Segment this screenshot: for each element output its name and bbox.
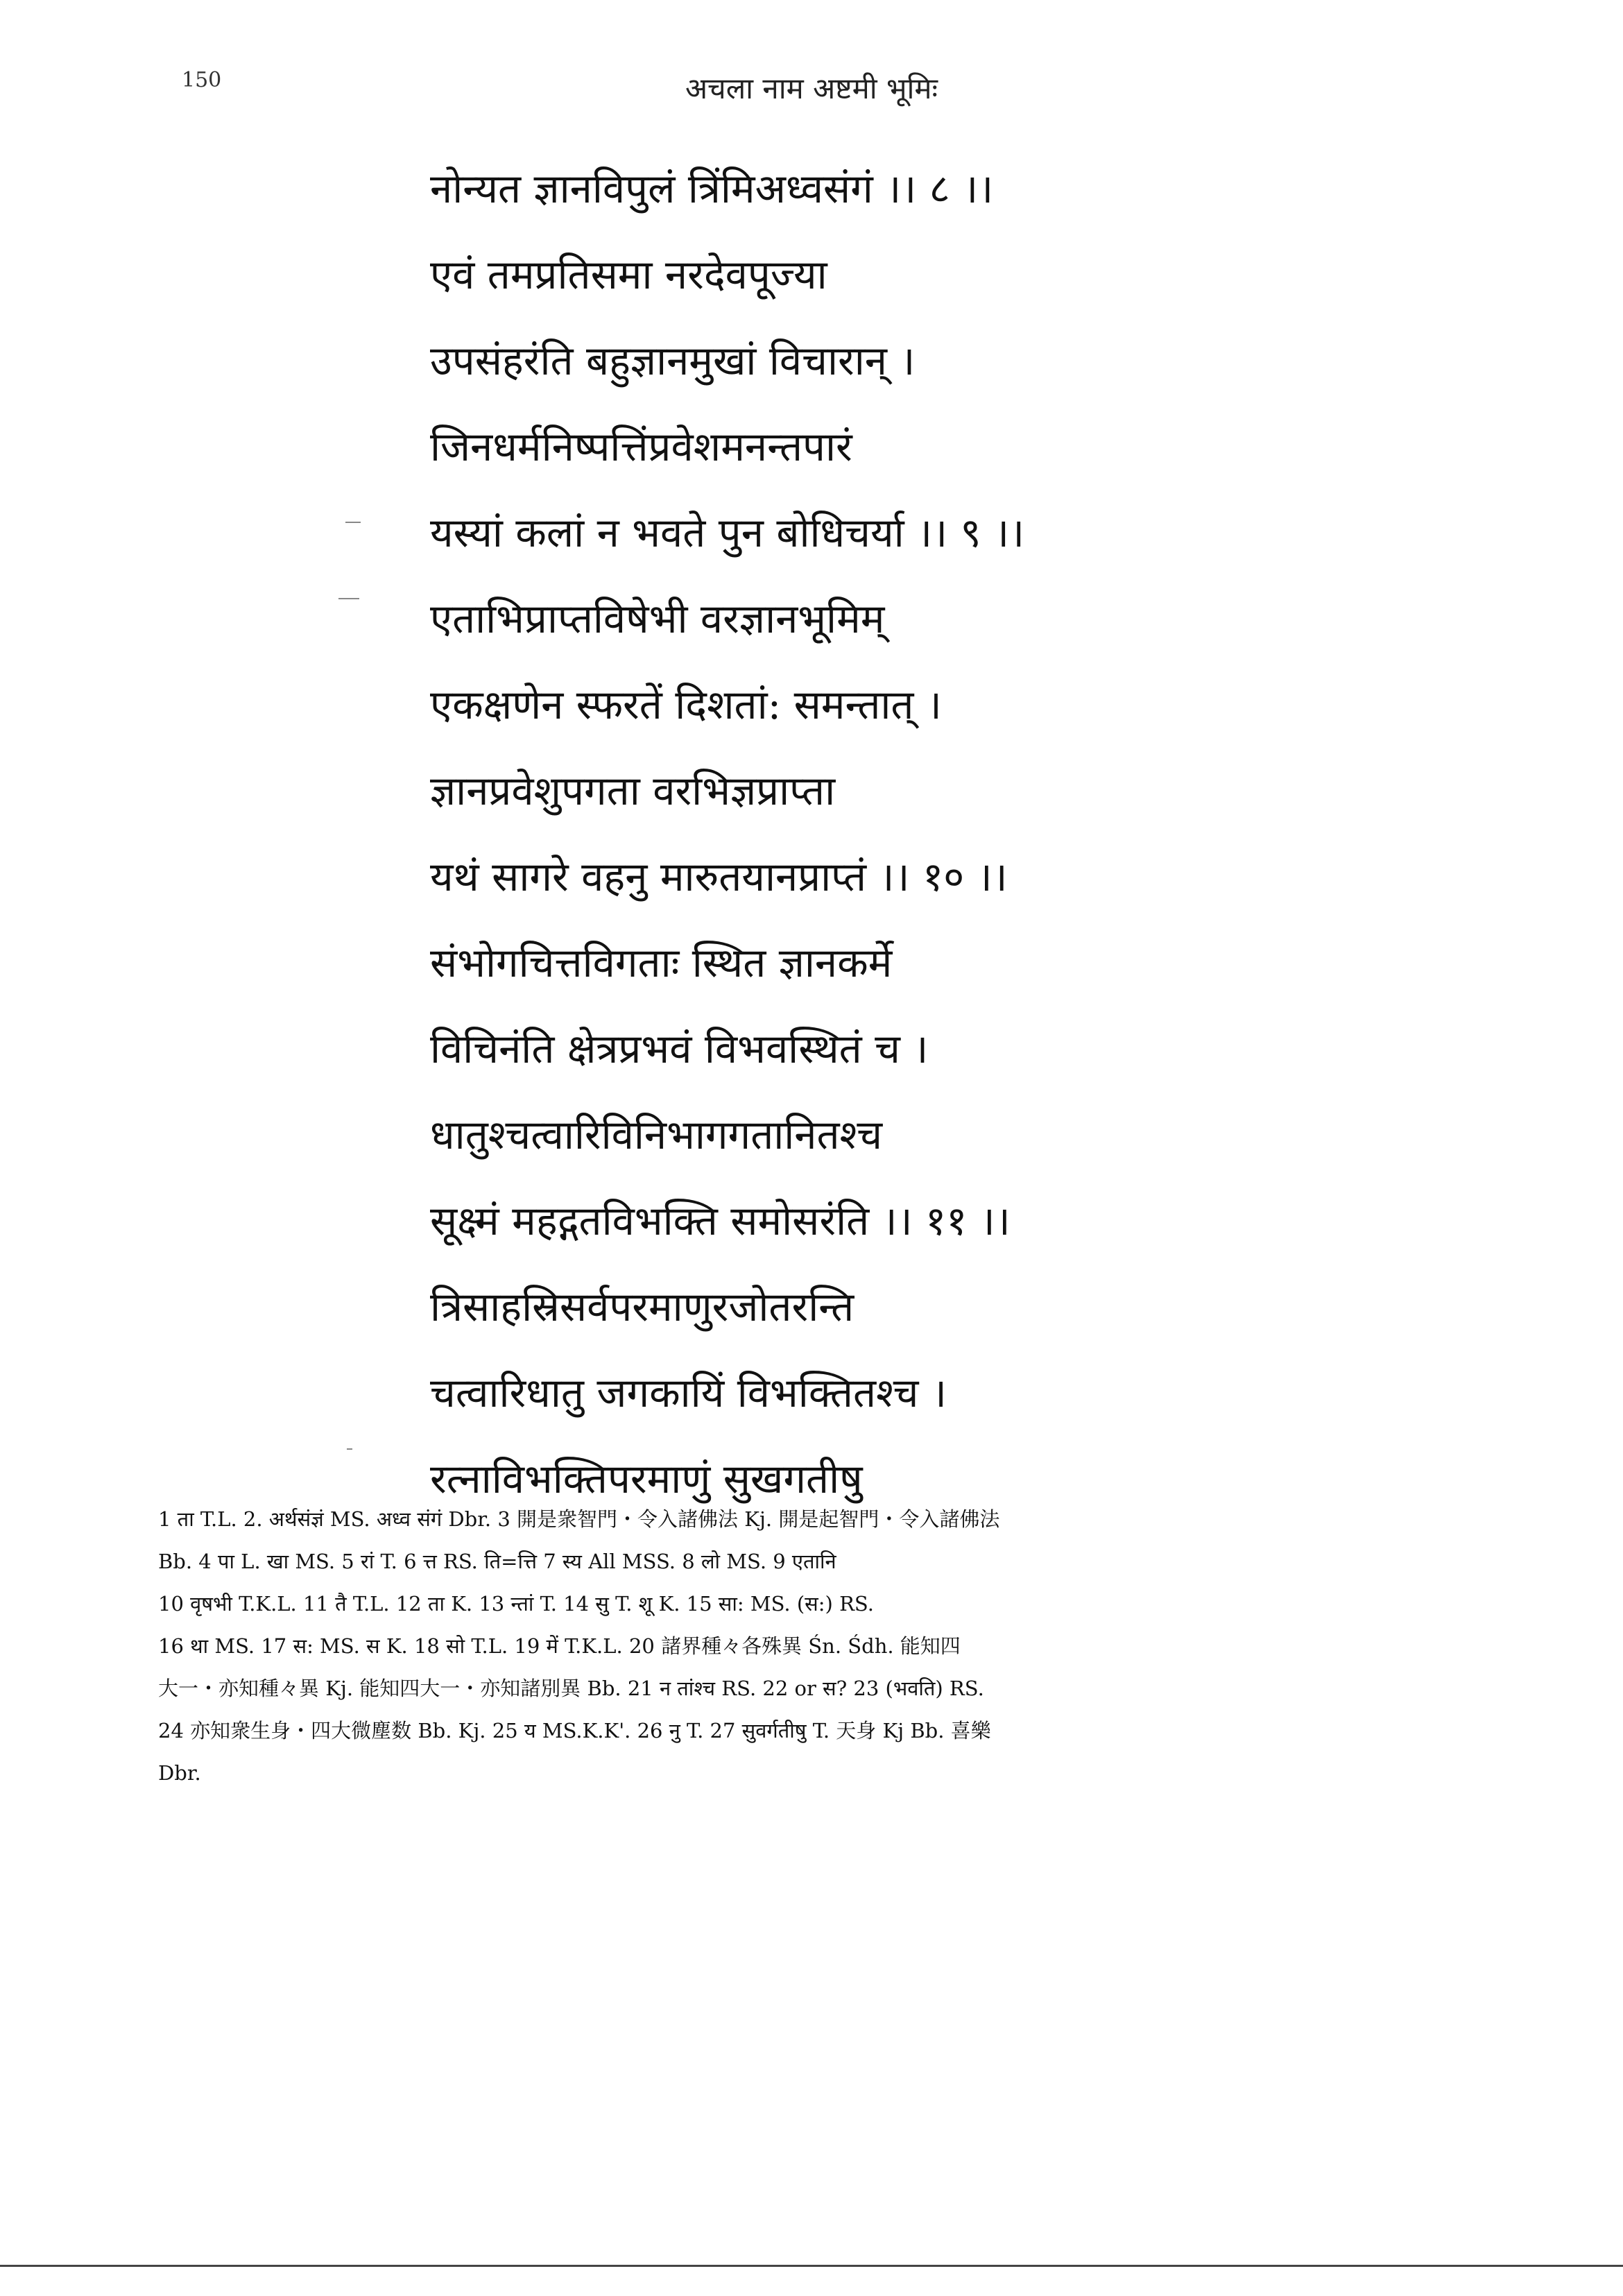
verse-line: एताभिप्राप्तविषेभी वरज्ञानभूमिम् — [430, 595, 885, 642]
running-head: अचला नाम अष्टमी भूमिः — [685, 71, 938, 105]
verse-line: उपसंहरंति बहुज्ञानमुखां विचारान् । — [430, 337, 916, 384]
verse-line: एवं तमप्रतिसमा नरदेवपूज्या — [430, 251, 827, 298]
verse-block — [430, 146, 1470, 1522]
footnote-line: 16 था MS. 17 स: MS. स K. 18 सो T.L. 19 में T.K.L. 20 諸界種々各殊異 Śn. Śdh. 能知四 — [158, 1634, 961, 1658]
verse-line: चत्वारिधातु जगकायिं विभक्तितश्च । — [430, 1369, 947, 1416]
footnote-line: Bb. 4 पा L. खा MS. 5 रां T. 6 त्त RS. ति=त्ति 7 स्य All MSS. 8 लो MS. 9 एतानि — [158, 1550, 836, 1573]
footnote-line: 10 वृषभी T.K.L. 11 तै T.L. 12 ता K. 13 न्तां T. 14 सु T. शू K. 15 सा: MS. (स:) RS. — [158, 1592, 874, 1616]
verse-line: ज्ञानप्रवेशुपगता वरभिज्ञप्राप्ता — [430, 767, 836, 814]
verse-line: यस्यां कलां न भवते पुन बोधिचर्या ।। ९ ।। — [430, 509, 1025, 556]
footnote-line: Dbr. — [158, 1761, 201, 1785]
footnote-line: 1 ता T.L. 2. अर्थसंज्ञं MS. अध्व संगं Dbr. 3 開是衆智門・令入諸佛法 Kj. 開是起智門・令入諸佛法 — [158, 1507, 1000, 1531]
verse-line: नोन्यत ज्ञानविपुलं त्रिंमिअध्वसंगं ।। ८ ।। — [430, 165, 994, 212]
verse-line: त्रिसाहस्रिसर्वपरमाणुरजोतरन्ति — [430, 1283, 855, 1330]
footnotes — [158, 1498, 1358, 1794]
margin-mark — [347, 1448, 352, 1450]
footnote-line: 24 亦知衆生身・四大微塵数 Bb. Kj. 25 य MS.K.K'. 26 नु T. 27 सुवर्गतीषु T. 天身 Kj Bb. 喜樂 — [158, 1719, 991, 1742]
margin-mark — [338, 598, 359, 599]
margin-mark — [345, 522, 361, 523]
bottom-rule — [0, 2265, 1623, 2267]
footnote-line: 大一・亦知種々異 Kj. 能知四大一・亦知諸別異 Bb. 21 न तांश्च RS. 22 or स? 23 (भवति) RS. — [158, 1677, 984, 1700]
verse-line: यथं सागरे वहनु मारुतयानप्राप्तं ।। १० ।। — [430, 853, 1008, 900]
page-number: 150 — [182, 68, 222, 92]
verse-line: विचिनंति क्षेत्रप्रभवं विभवस्थितं च । — [430, 1025, 929, 1072]
verse-line: धातुश्चत्वारिविनिभागगतानितश्च — [430, 1111, 883, 1158]
verse-line: एकक्षणेन स्फरतें दिशतां: समन्तात् । — [430, 681, 942, 728]
verse-line: संभोगचित्तविगताः स्थित ज्ञानकर्मे — [430, 939, 893, 986]
verse-line: रत्नाविभक्तिपरमाणुं सुखगतीषु — [430, 1455, 863, 1502]
verse-line: सूक्ष्मं महद्गतविभक्ति समोसरंति ।। ११ ।। — [430, 1197, 1011, 1244]
verse-line: जिनधर्मनिष्पत्तिंप्रवेशमनन्तपारं — [430, 423, 852, 470]
